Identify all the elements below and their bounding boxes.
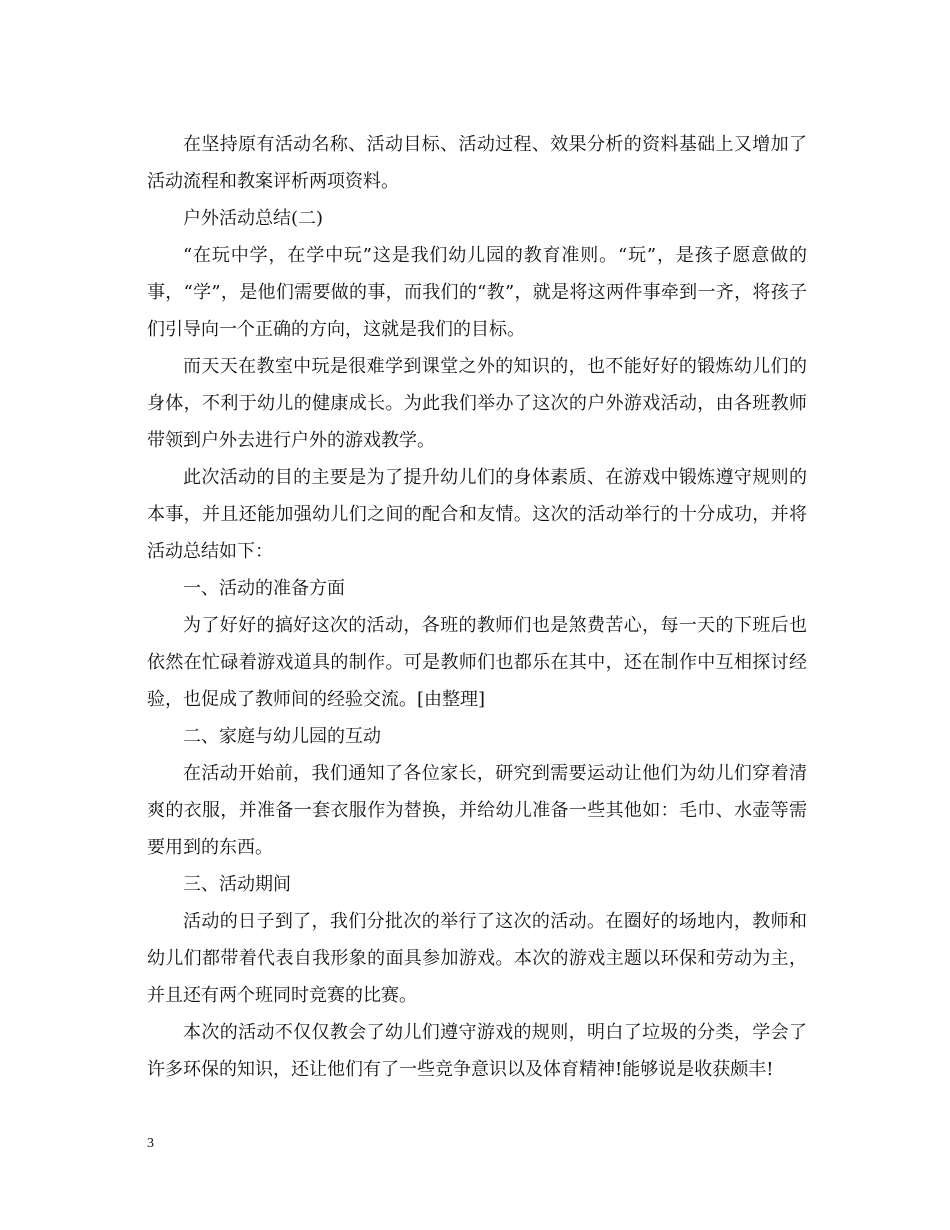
paragraph-activity-period: 活动的日子到了，我们分批次的举行了这次的活动。在圈好的场地内，教师和幼儿们都带着代表自我形象的面具参加游戏。本次的游戏主题以环保和劳动为主，并且还有两个班同时竞赛的比赛。 bbox=[147, 911, 807, 1006]
paragraph-home-school: 在活动开始前，我们通知了各位家长，研究到需要运动让他们为幼儿们穿着清爽的衣服，并准备一套衣服作为替换，并给幼儿准备一些其他如：毛巾、水壶等需要用到的东西。 bbox=[147, 763, 807, 858]
paragraph-outdoor-reason: 而天天在教室中玩是很难学到课堂之外的知识的，也不能好好的锻炼幼儿们的身体，不利于幼儿的健康成长。为此我们举办了这次的户外游戏活动，由各班教师带领到户外去进行户外的游戏教学。 bbox=[147, 356, 807, 451]
paragraph-education-principle: “在玩中学，在学中玩”这是我们幼儿园的教育准则。“玩”，是孩子愿意做的事，“学”，是他们需要做的事，而我们的“教”，就是将这两件事牵到一齐，将孩子们引导向一个正确的方向，这就是我们的目标。 bbox=[147, 245, 807, 340]
heading-preparation: 一、活动的准备方面 bbox=[183, 578, 345, 599]
paragraph-conclusion: 本次的活动不仅仅教会了幼儿们遵守游戏的规则，明白了垃圾的分类，学会了许多环保的知识，还让他们有了一些竞争意识以及体育精神!能够说是收获颇丰! bbox=[147, 1022, 807, 1080]
page-number: 3 bbox=[147, 1136, 154, 1151]
section-title: 户外活动总结(二) bbox=[183, 208, 324, 229]
heading-activity-period: 三、活动期间 bbox=[183, 874, 291, 895]
paragraph-preparation: 为了好好的搞好这次的活动，各班的教师们也是煞费苦心，每一天的下班后也依然在忙碌着游戏道具的制作。可是教师们也都乐在其中，还在制作中互相探讨经验，也促成了教师间的经验交流。[由整理] bbox=[147, 615, 807, 710]
paragraph-activity-purpose: 此次活动的目的主要是为了提升幼儿们的身体素质、在游戏中锻炼遵守规则的本事，并且还能加强幼儿们之间的配合和友情。这次的活动举行的十分成功，并将活动总结如下： bbox=[147, 467, 807, 562]
paragraph-intro-continuation: 在坚持原有活动名称、活动目标、活动过程、效果分析的资料基础上又增加了活动流程和教案评析两项资料。 bbox=[147, 134, 807, 192]
document-body bbox=[147, 126, 807, 1088]
heading-home-school: 二、家庭与幼儿园的互动 bbox=[183, 726, 381, 747]
